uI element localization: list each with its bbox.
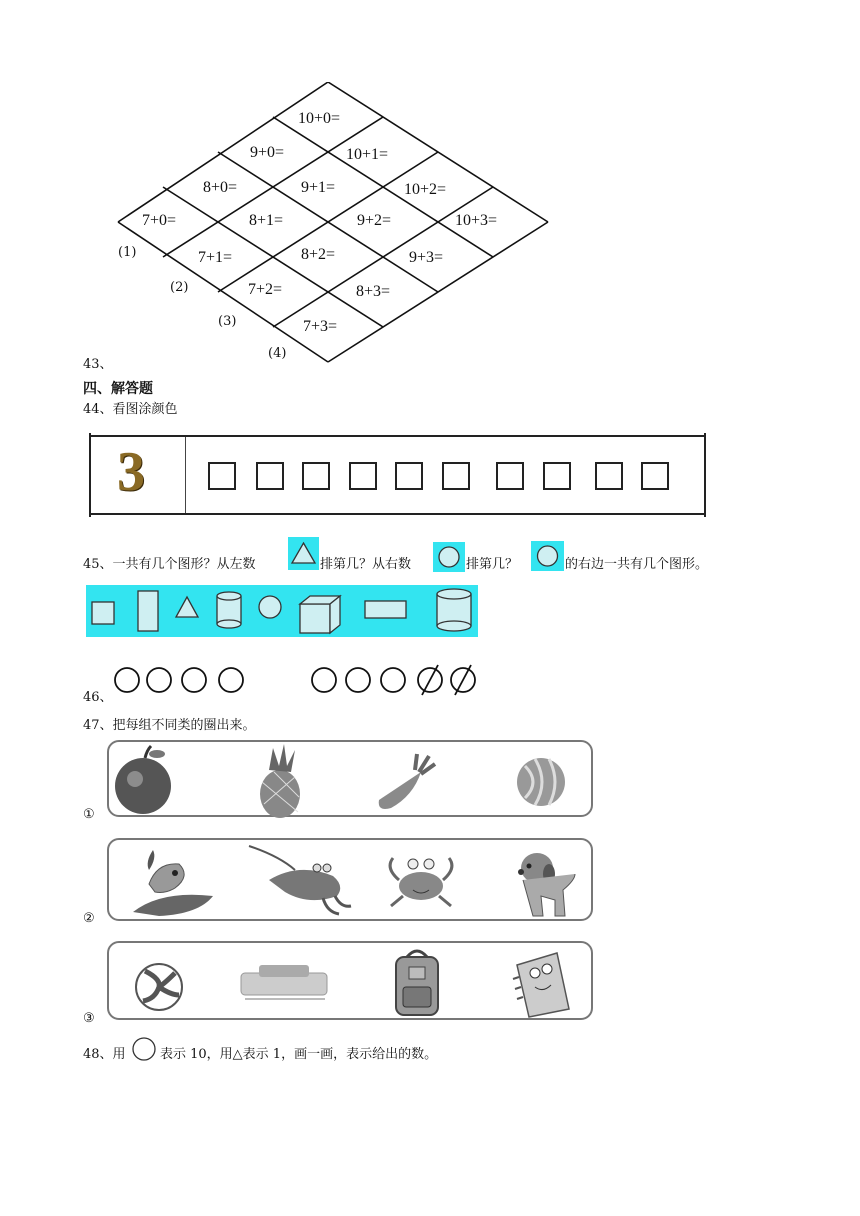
group-3-frame xyxy=(107,941,593,1020)
circle-icon xyxy=(259,596,281,618)
cell-7-plus-2: 7+2= xyxy=(248,281,283,298)
pineapple-icon xyxy=(260,744,300,818)
cell-7-plus-1: 7+1= xyxy=(198,249,233,266)
q44-text: 44、看图涂颜色 xyxy=(83,402,178,417)
color-square-4[interactable] xyxy=(349,462,377,490)
color-square-10[interactable] xyxy=(641,462,669,490)
cell-9-plus-3: 9+3= xyxy=(409,249,444,266)
section-4-title: 四、解答题 xyxy=(83,381,153,397)
triangle-icon xyxy=(288,537,319,570)
q45-text-3: 排第几？ xyxy=(466,557,519,572)
q45-triangle-highlight xyxy=(288,537,319,570)
q45-circle-highlight-2 xyxy=(531,541,564,571)
color-square-1[interactable] xyxy=(208,462,236,490)
circle-icon xyxy=(433,542,465,572)
row-label-4: (4) xyxy=(268,346,287,361)
cell-9-plus-1: 9+1= xyxy=(301,179,336,196)
cell-9-plus-2: 9+2= xyxy=(357,212,392,229)
group-2-frame xyxy=(107,838,593,921)
watermelon-icon xyxy=(517,758,565,806)
row-label-3: (3) xyxy=(218,314,237,329)
cell-10-plus-1: 10+1= xyxy=(346,146,389,163)
q44-digit: 3 xyxy=(117,441,145,503)
circle-icon xyxy=(531,541,564,571)
circle-icon xyxy=(130,1036,158,1062)
circle-icon xyxy=(346,668,370,692)
cell-8-plus-1: 8+1= xyxy=(249,212,284,229)
q46-circles xyxy=(110,664,490,696)
rectangle-icon xyxy=(365,601,406,618)
rectangle-icon xyxy=(138,591,158,631)
circle-icon xyxy=(381,668,405,692)
q48-text-2: 表示 10，用△表示 1，画一画，表示给出的数。 xyxy=(160,1047,438,1062)
q47-text: 47、把每组不同类的圈出来。 xyxy=(83,718,256,733)
group-1-frame xyxy=(107,740,593,817)
backpack-icon xyxy=(396,951,438,1015)
group-1-label: ① xyxy=(83,807,95,822)
group-1-items xyxy=(109,742,595,819)
cube-icon xyxy=(300,596,340,633)
row-label-1: (1) xyxy=(118,245,137,260)
q45-text-1: 45、一共有几个图形？从左数 xyxy=(83,557,256,572)
circle-icon xyxy=(219,668,243,692)
circle-icon xyxy=(115,668,139,692)
cell-8-plus-2: 8+2= xyxy=(301,246,336,263)
q48-text-1: 48、用 xyxy=(83,1047,126,1062)
q45-shape-strip xyxy=(86,585,478,637)
cell-10-plus-0: 10+0= xyxy=(298,110,341,127)
square-icon xyxy=(92,602,114,624)
triangle-icon xyxy=(176,597,198,617)
cell-8-plus-0: 8+0= xyxy=(203,179,238,196)
circle-icon xyxy=(312,668,336,692)
cylinder-icon xyxy=(217,592,241,628)
cell-10-plus-2: 10+2= xyxy=(404,181,447,198)
group-2-items xyxy=(109,840,595,923)
group-2-label: ② xyxy=(83,911,95,926)
color-square-2[interactable] xyxy=(256,462,284,490)
cell-7-plus-0: 7+0= xyxy=(142,212,177,229)
q45-text-4: 的右边一共有几个图形。 xyxy=(565,557,709,572)
q44-bottom-rule xyxy=(91,513,704,515)
apple-icon xyxy=(115,746,171,814)
group-3-items xyxy=(109,943,595,1022)
cell-10-plus-3: 10+3= xyxy=(455,212,498,229)
cell-8-plus-3: 8+3= xyxy=(356,283,391,300)
pencil-case-icon xyxy=(241,965,327,999)
bird-icon xyxy=(133,850,213,916)
row-label-2: (2) xyxy=(170,280,189,295)
color-square-3[interactable] xyxy=(302,462,330,490)
q44-coloring-box xyxy=(89,433,706,517)
q48-circle-symbol xyxy=(130,1036,158,1062)
q44-divider xyxy=(185,437,186,513)
cell-7-plus-3: 7+3= xyxy=(303,318,338,335)
q43-number: 43、 xyxy=(83,357,113,372)
circle-icon xyxy=(182,668,206,692)
cell-9-plus-0: 9+0= xyxy=(250,144,285,161)
dog-icon xyxy=(518,853,575,916)
ball-icon xyxy=(136,964,182,1010)
circle-icon xyxy=(147,668,171,692)
color-square-9[interactable] xyxy=(595,462,623,490)
q45-circle-highlight-1 xyxy=(433,542,465,572)
q45-text-2: 排第几？从右数 xyxy=(320,557,412,572)
q46-circle-row xyxy=(110,664,490,696)
crab-icon xyxy=(390,858,452,906)
cylinder-icon xyxy=(437,589,471,631)
q46-number: 46、 xyxy=(83,690,113,705)
shape-row xyxy=(86,585,478,637)
notebook-icon xyxy=(513,953,569,1017)
color-square-6[interactable] xyxy=(442,462,470,490)
color-square-8[interactable] xyxy=(543,462,571,490)
color-square-7[interactable] xyxy=(496,462,524,490)
color-square-5[interactable] xyxy=(395,462,423,490)
shrimp-icon xyxy=(249,846,351,914)
carrot-icon xyxy=(379,754,435,809)
group-3-label: ③ xyxy=(83,1011,95,1026)
q44-top-rule xyxy=(91,435,704,437)
